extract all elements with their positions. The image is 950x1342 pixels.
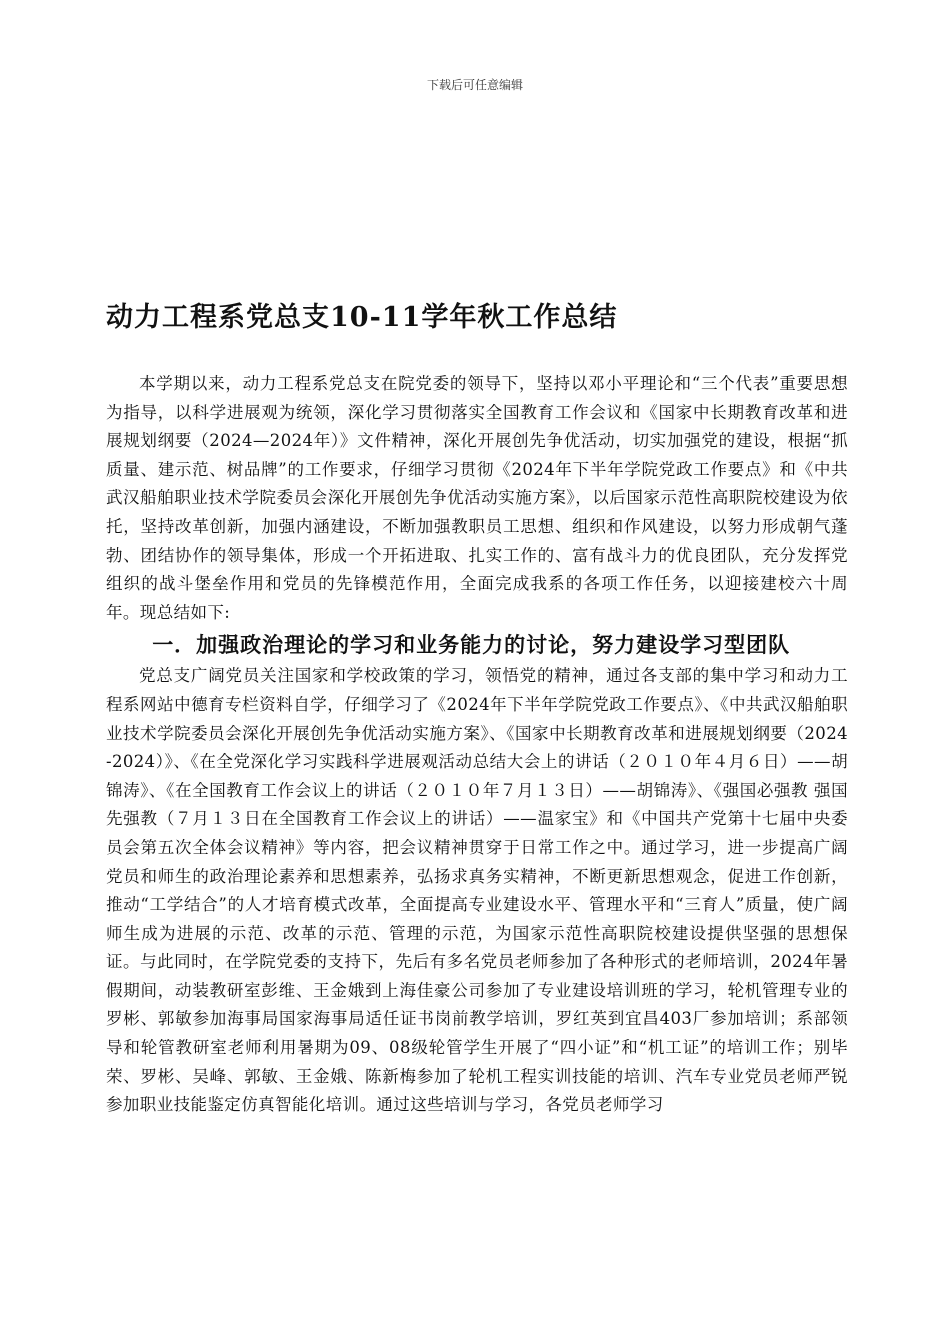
intro-paragraph: 本学期以来，动力工程系党总支在院党委的领导下，坚持以邓小平理论和“三个代表”重要思想为指导，以科学进展观为统领，深化学习贯彻落实全国教育工作会议和《国家中长期教育改革和进展规划纲要（2024—2024年）》文件精神，深化开展创先争优活动，切实加强党的建设，根据“抓质量、建示范、树品牌”的工作要求，仔细学习贯彻《2024年下半年学院党政工作要点》和《中共武汉船舶职业技术学院委员会深化开展创先争优活动实施方案》，以后国家示范性高职院校建设为依托，坚持改革创新，加强内涵建设，不断加强教职员工思想、组织和作风建设，以努力形成朝气蓬勃、团结协作的领导集体，形成一个开拓进取、扎实工作的、富有战斗力的优良团队，充分发挥党组织的战斗堡垒作用和党员的先锋模范作用，全面完成我系的各项工作任务，以迎接建校六十周年。现总结如下: bbox=[106, 374, 848, 622]
section-heading-1: 一．加强政治理论的学习和业务能力的讨论，努力建设学习型团队 bbox=[152, 632, 791, 658]
document-body bbox=[106, 370, 848, 1120]
section-1-paragraph: 党总支广阔党员关注国家和学校政策的学习，领悟党的精神，通过各支部的集中学习和动力工程系网站中德育专栏资料自学，仔细学习了《2024年下半年学院党政工作要点》、《中共武汉船舶职业技术学院委员会深化开展创先争优活动实施方案》、《国家中长期教育改革和进展规划纲要（2024-2024）》、《在全党深化学习实践科学进展观活动总结大会上的讲话（２０１０年４月６日）——胡锦涛》、《在全国教育工作会议上的讲话（２０１０年７月１３日）——胡锦涛》、《强国必强教 强国先强教（７月１３日在全国教育工作会议上的讲话）——温家宝》和《中国共产党第十七届中央委员会第五次全体会议精神》等内容，把会议精神贯穿于日常工作之中。通过学习，进一步提高广阔党员和师生的政治理论素养和思想素养，弘扬求真务实精神，不断更新思想观念，促进工作创新，推动“工学结合”的人才培育模式改革，全面提高专业建设水平、管理水平和“三育人”质量，使广阔师生成为进展的示范、改革的示范、管理的示范，为国家示范性高职院校建设提供坚强的思想保证。与此同时，在学院党委的支持下，先后有多名党员老师参加了各种形式的老师培训，2024年暑假期间，动装教研室彭维、王金娥到上海佳豪公司参加了专业建设培训班的学习，轮机管理专业的罗彬、郭敏参加海事局国家海事局适任证书岗前教学培训，罗红英到宜昌403厂参加培训；系部领导和轮管教研室老师利用暑期为09、08级轮管学生开展了“四小证”和“机工证”的培训工作；别毕荣、罗彬、吴峰、郭敏、王金娥、陈新梅参加了轮机工程实训技能的培训、汽车专业党员老师严锐参加职业技能鉴定仿真智能化培训。通过这些培训与学习，各党员老师学习 bbox=[106, 666, 848, 1115]
header-note: 下载后可任意编辑 bbox=[426, 78, 523, 92]
document-title: 动力工程系党总支10-11学年秋工作总结 bbox=[106, 302, 618, 333]
